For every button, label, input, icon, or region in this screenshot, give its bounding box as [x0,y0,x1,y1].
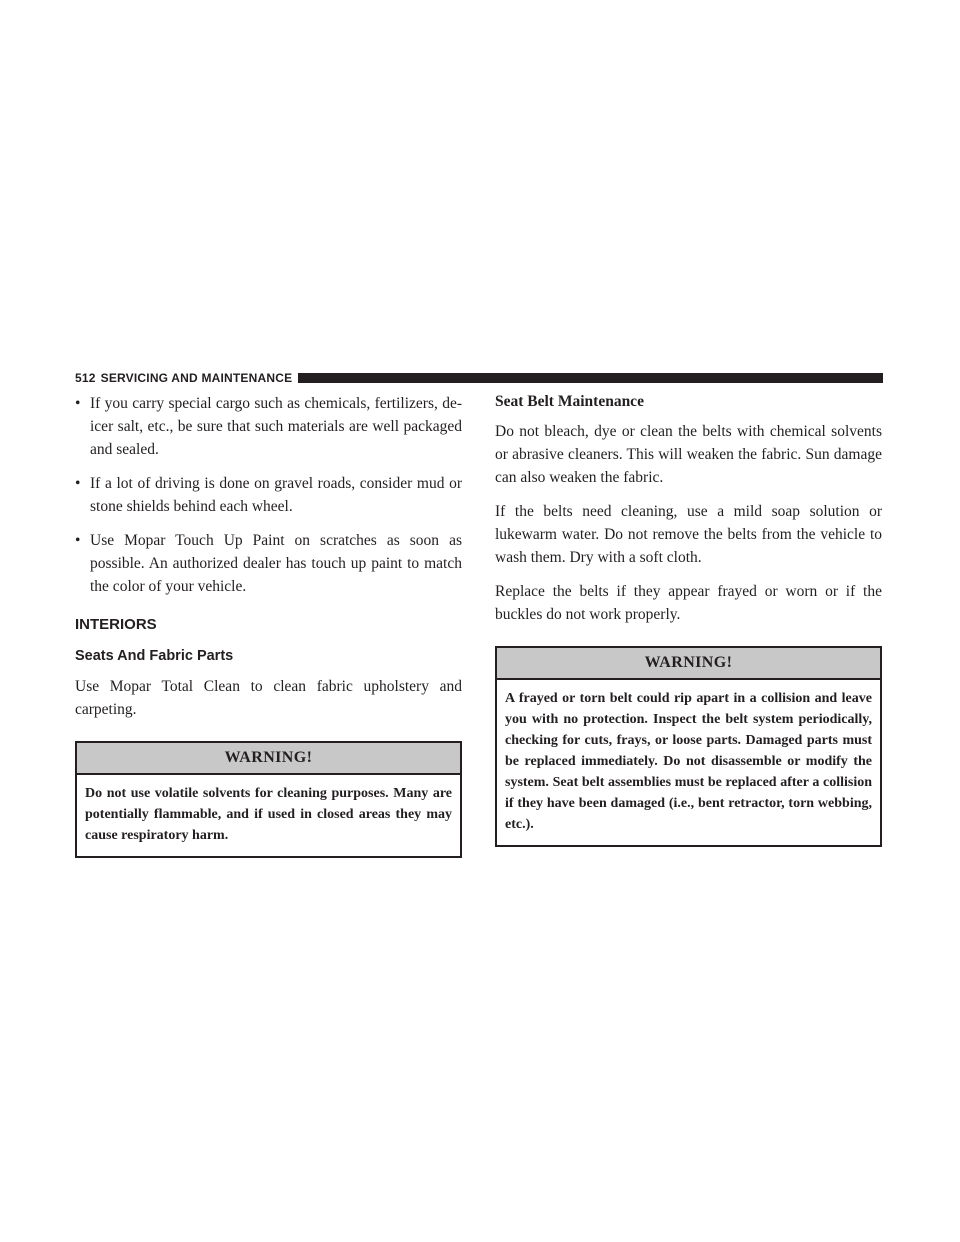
warning-title: WARNING! [77,743,460,775]
warning-title: WARNING! [497,648,880,680]
list-item-text: If you carry special cargo such as chemicals, fertilizers, de-icer salt, etc., be sure that such materials are well packaged and sealed. [90,395,462,458]
header-rule [298,373,883,383]
bullet-icon: • [75,395,81,412]
warning-box [75,741,462,858]
bullet-icon: • [75,532,81,549]
warning-box [495,646,882,847]
bullet-icon: • [75,475,81,492]
bullet-list [75,392,462,598]
list-item-text: If a lot of driving is done on gravel roads, consider mud or stone shields behind each wheel. [90,475,462,515]
section-title: SERVICING AND MAINTENANCE [100,371,293,385]
section-heading: INTERIORS [75,616,157,633]
list-item [75,529,462,598]
list-item-text: Use Mopar Touch Up Paint on scratches as soon as possible. An authorized dealer has touch up paint to match the color of your vehicle. [90,532,462,595]
right-column [495,392,882,847]
list-item [75,472,462,518]
left-column [75,392,462,858]
body-paragraph: If the belts need cleaning, use a mild soap solution or lukewarm water. Do not remove the belts from the vehicle to wash them. Dry with a soft cloth. [495,503,882,566]
list-item [75,392,462,461]
sub-heading: Seat Belt Maintenance [495,393,644,410]
page-number: 512 [75,371,96,385]
page-header [75,370,883,386]
warning-text: Do not use volatile solvents for cleaning purposes. Many are potentially flammable, and if used in closed areas they may cause respiratory harm. [85,786,452,843]
sub-heading: Seats And Fabric Parts [75,648,234,664]
body-paragraph: Replace the belts if they appear frayed or worn or if the buckles do not work properly. [495,583,882,623]
body-paragraph: Do not bleach, dye or clean the belts with chemical solvents or abrasive cleaners. This will weaken the fabric. Sun damage can also weaken the fabric. [495,423,882,486]
warning-text: A frayed or torn belt could rip apart in a collision and leave you with no protection. Inspect the belt system periodically, checking for cuts, frays, or loose parts. Damaged parts must be replaced immediately. Do not disassemble or modify the system. Seat belt assemblies must be replaced after a collision if they have been damaged (i.e., bent retractor, torn webbing, etc.). [505,691,872,832]
body-paragraph: Use Mopar Total Clean to clean fabric upholstery and carpeting. [75,678,462,718]
